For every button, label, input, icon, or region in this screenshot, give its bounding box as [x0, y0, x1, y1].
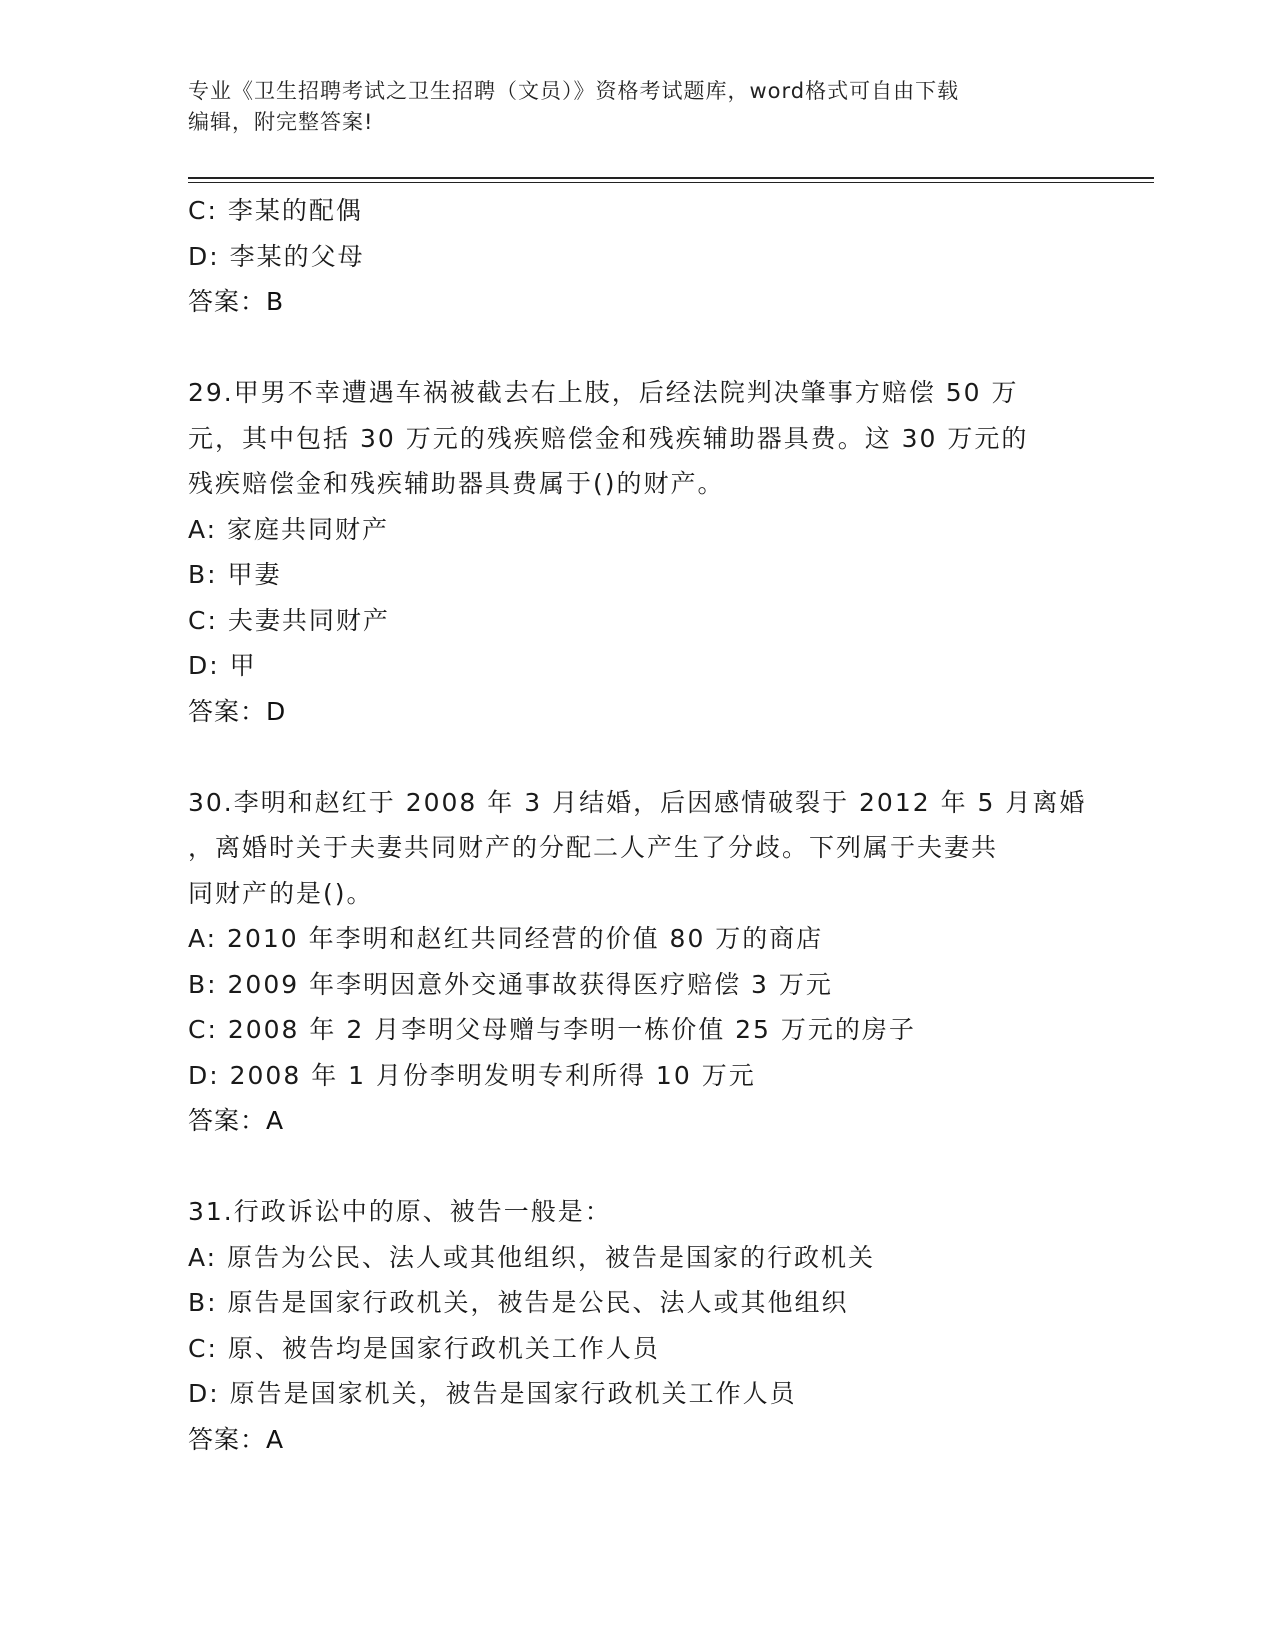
question-28-continuation	[188, 188, 1088, 325]
header-rule-thick	[188, 177, 1154, 179]
question-29	[188, 370, 1088, 734]
option-d: D: 原告是国家机关，被告是国家行政机关工作人员	[188, 1379, 797, 1408]
option-a: A: 原告为公民、法人或其他组织，被告是国家的行政机关	[188, 1242, 876, 1272]
option-c: C: 2008 年 2 月李明父母赠与李明一栋价值 25 万元的房子	[188, 1015, 916, 1044]
option-b: B: 2009 年李明因意外交通事故获得医疗赔偿 3 万元	[188, 969, 833, 999]
option-d: D: 李某的父母	[188, 241, 365, 271]
question-stem-line: 残疾赔偿金和残疾辅助器具费属于()的财产。	[188, 469, 725, 498]
question-stem-line: 30.李明和赵红于 2008 年 3 月结婚，后因感情破裂于 2012 年 5 月离婚	[188, 787, 1087, 817]
answer-line: 答案：A	[188, 1424, 285, 1454]
question-stem-line: 31.行政诉讼中的原、被告一般是：	[188, 1197, 612, 1226]
answer-line: 答案：D	[188, 696, 287, 726]
question-stem-line: ，离婚时关于夫妻共同财产的分配二人产生了分歧。下列属于夫妻共	[188, 833, 999, 862]
spacer	[188, 325, 1088, 371]
option-a: A: 2010 年李明和赵红共同经营的价值 80 万的商店	[188, 924, 824, 953]
header-line-1: 专业《卫生招聘考试之卫生招聘（文员）》资格考试题库，word格式可自由下载	[188, 79, 960, 103]
spacer	[188, 1144, 1088, 1190]
question-stem-line: 29.甲男不幸遭遇车祸被截去右上肢，后经法院判决肇事方赔偿 50 万	[188, 378, 1019, 407]
question-stem-line: 同财产的是()。	[188, 878, 374, 908]
option-d: D: 甲	[188, 651, 257, 680]
question-stem-line: 元，其中包括 30 万元的残疾赔偿金和残疾辅助器具费。这 30 万元的	[188, 423, 1029, 453]
option-c: C: 李某的配偶	[188, 196, 363, 225]
header-rule-thin	[188, 182, 1154, 183]
option-c: C: 夫妻共同财产	[188, 605, 390, 635]
header-line-2: 编辑，附完整答案!	[188, 110, 374, 134]
option-d: D: 2008 年 1 月份李明发明专利所得 10 万元	[188, 1060, 756, 1090]
document-body	[188, 188, 1088, 1462]
option-b: B: 原告是国家行政机关，被告是公民、法人或其他组织	[188, 1288, 849, 1317]
answer-line: 答案：B	[188, 287, 285, 316]
option-a: A: 家庭共同财产	[188, 514, 390, 544]
spacer	[188, 734, 1088, 780]
answer-line: 答案：A	[188, 1106, 285, 1135]
question-31	[188, 1189, 1088, 1462]
option-c: C: 原、被告均是国家行政机关工作人员	[188, 1333, 660, 1363]
question-30	[188, 780, 1088, 1144]
document-header	[188, 76, 1068, 138]
option-b: B: 甲妻	[188, 560, 282, 589]
